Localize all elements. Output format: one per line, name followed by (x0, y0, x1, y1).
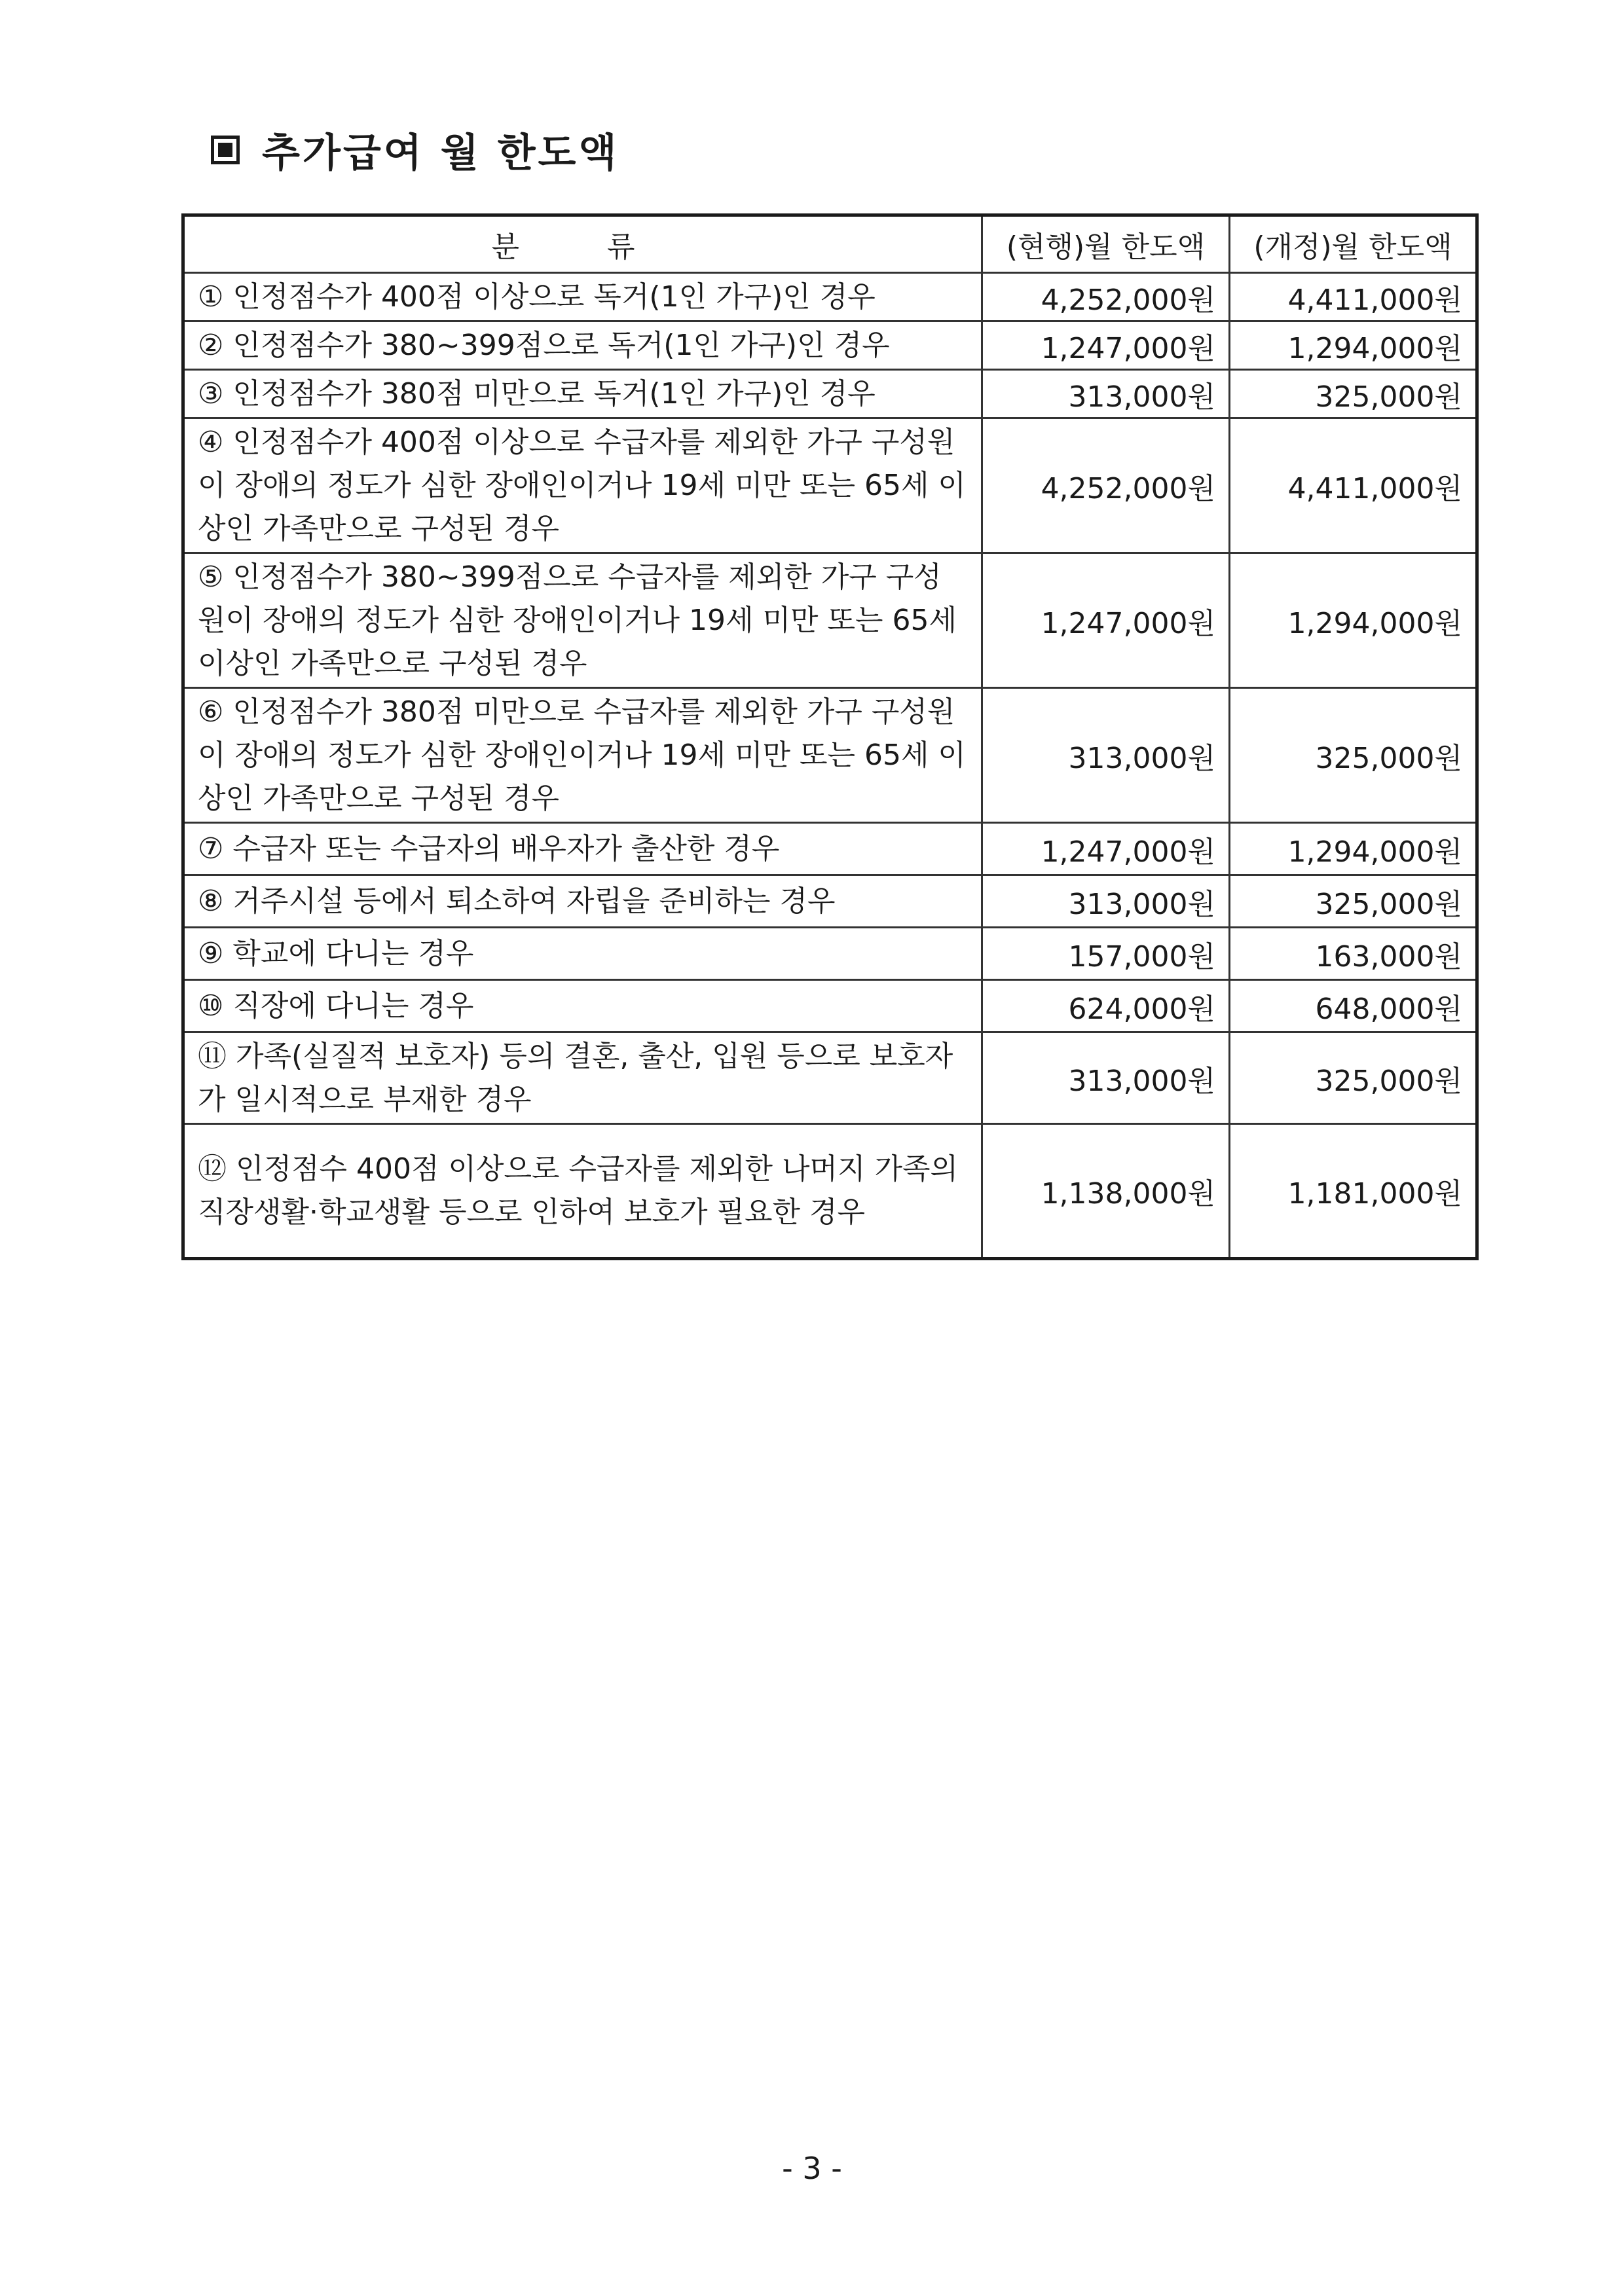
row-category: ⑨ 학교에 다니는 경우 (183, 928, 982, 980)
row-revised-limit: 1,294,000원 (1230, 823, 1477, 875)
row-revised-limit: 325,000원 (1230, 370, 1477, 418)
row-revised-limit: 1,181,000원 (1230, 1124, 1477, 1259)
row-current-limit: 1,247,000원 (982, 553, 1230, 688)
row-revised-limit: 325,000원 (1230, 875, 1477, 928)
row-category: ⑧ 거주시설 등에서 퇴소하여 자립을 준비하는 경우 (183, 875, 982, 928)
header-revised-limit: (개정)월 한도액 (1230, 215, 1477, 273)
table-row (183, 1032, 1477, 1124)
row-revised-limit: 325,000원 (1230, 1032, 1477, 1124)
table-row (183, 1124, 1477, 1259)
row-category: ① 인정점수가 400점 이상으로 독거(1인 가구)인 경우 (183, 273, 982, 321)
row-category: ⑤ 인정점수가 380~399점으로 수급자를 제외한 가구 구성원이 장애의 정도가 심한 장애인이거나 19세 미만 또는 65세 이상인 가족만으로 구성된 경우 (183, 553, 982, 688)
row-category: ⑦ 수급자 또는 수급자의 배우자가 출산한 경우 (183, 823, 982, 875)
table-row (183, 418, 1477, 553)
header-current-limit: (현행)월 한도액 (982, 215, 1230, 273)
row-current-limit: 1,247,000원 (982, 321, 1230, 370)
row-current-limit: 4,252,000원 (982, 273, 1230, 321)
table-row (183, 321, 1477, 370)
row-current-limit: 1,138,000원 (982, 1124, 1230, 1259)
row-revised-limit: 648,000원 (1230, 980, 1477, 1032)
row-category: ⑪ 가족(실질적 보호자) 등의 결혼, 출산, 입원 등으로 보호자가 일시적으로 부재한 경우 (183, 1032, 982, 1124)
row-current-limit: 624,000원 (982, 980, 1230, 1032)
row-category: ⑥ 인정점수가 380점 미만으로 수급자를 제외한 가구 구성원이 장애의 정도가 심한 장애인이거나 19세 미만 또는 65세 이상인 가족만으로 구성된 경우 (183, 688, 982, 823)
table-header-row (183, 215, 1477, 273)
table-row (183, 980, 1477, 1032)
row-current-limit: 313,000원 (982, 875, 1230, 928)
row-current-limit: 157,000원 (982, 928, 1230, 980)
row-category: ④ 인정점수가 400점 이상으로 수급자를 제외한 가구 구성원이 장애의 정도가 심한 장애인이거나 19세 미만 또는 65세 이상인 가족만으로 구성된 경우 (183, 418, 982, 553)
row-current-limit: 313,000원 (982, 1032, 1230, 1124)
row-revised-limit: 163,000원 (1230, 928, 1477, 980)
table-row (183, 823, 1477, 875)
row-revised-limit: 1,294,000원 (1230, 321, 1477, 370)
row-category: ② 인정점수가 380~399점으로 독거(1인 가구)인 경우 (183, 321, 982, 370)
monthly-limit-table (181, 213, 1479, 1260)
row-category: ⑫ 인정점수 400점 이상으로 수급자를 제외한 나머지 가족의 직장생활·학교생활 등으로 인하여 보호가 필요한 경우 (183, 1124, 982, 1259)
header-category: 분 류 (183, 215, 982, 273)
table-row (183, 875, 1477, 928)
page-title: 추가급여 월 한도액 (262, 130, 619, 176)
row-revised-limit: 1,294,000원 (1230, 553, 1477, 688)
table-row (183, 928, 1477, 980)
page-number: - 3 - (782, 2151, 842, 2186)
row-current-limit: 313,000원 (982, 370, 1230, 418)
row-revised-limit: 4,411,000원 (1230, 418, 1477, 553)
table-row (183, 370, 1477, 418)
row-current-limit: 313,000원 (982, 688, 1230, 823)
row-category: ③ 인정점수가 380점 미만으로 독거(1인 가구)인 경우 (183, 370, 982, 418)
row-current-limit: 4,252,000원 (982, 418, 1230, 553)
row-current-limit: 1,247,000원 (982, 823, 1230, 875)
filled-square-bullet-icon (211, 136, 240, 164)
row-revised-limit: 4,411,000원 (1230, 273, 1477, 321)
table-row (183, 273, 1477, 321)
section-header (211, 122, 619, 178)
table-row (183, 553, 1477, 688)
row-revised-limit: 325,000원 (1230, 688, 1477, 823)
table-row (183, 688, 1477, 823)
row-category: ⑩ 직장에 다니는 경우 (183, 980, 982, 1032)
